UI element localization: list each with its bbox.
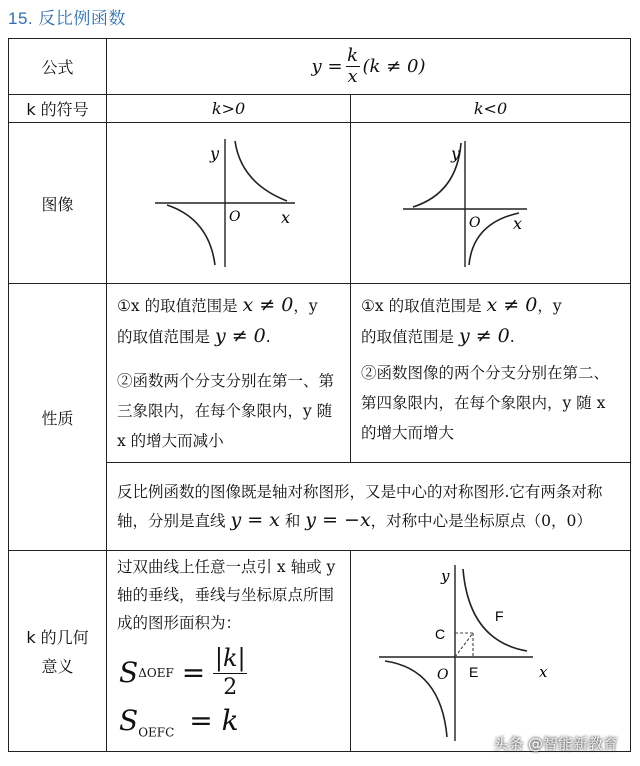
origin-label: O (229, 209, 241, 225)
y-axis-label: y (441, 567, 450, 585)
graph-label: 图像 (9, 123, 107, 284)
property-negative (351, 284, 631, 463)
symmetry-text-a: 反比例函数的图像既是轴对称图形，又是中心的对称图形.它有两条对称轴，分别是直线 (117, 483, 603, 530)
neg-quadrant-text: ②函数图像的两个分支分别在第二、第四象限内，在每个象限内，y 随 x 的增大而增大 (361, 364, 610, 442)
f1-denominator: 2 (223, 675, 238, 700)
neg-range-x-tail: ，y (537, 297, 562, 315)
geometry-label-line1: k 的几何 (26, 628, 89, 647)
graph-negative (351, 123, 631, 279)
neg-range-y-tail: . (509, 328, 515, 346)
point-f-label: F (495, 608, 504, 624)
property-row (9, 284, 631, 463)
sign-negative: k<0 (351, 95, 631, 123)
neg-range-x-text: ①x 的取值范围是 (361, 297, 482, 315)
area-formula-rectangle (107, 704, 350, 740)
neg-range-y-text: 的取值范围是 (361, 328, 455, 346)
geometry-text-cell (107, 551, 351, 752)
area-formula-triangle: S ΔOEF = |k| 2 (119, 644, 246, 700)
property-label: 性质 (9, 284, 107, 551)
symmetry-text-c: ，对称中心是坐标原点（0，0） (370, 512, 592, 530)
geometry-description: 过双曲线上任意一点引 x 轴或 y 轴的垂线，垂线与坐标原点所围成的图形面积为： (117, 558, 336, 632)
property-positive (107, 284, 351, 463)
pos-range-y-tail: . (265, 328, 271, 346)
watermark: 头条 @智能新教育 (493, 735, 618, 753)
f1-numerator: |k| (214, 644, 246, 672)
pos-quadrant-text: ②函数两个分支分别在第一、第三象限内，在每个象限内，y 随 x 的增大而减小 (117, 372, 335, 450)
formula-cell (107, 39, 631, 95)
x-axis-label: x (513, 214, 523, 233)
segment-of (455, 633, 473, 657)
symmetry-note (107, 463, 631, 551)
f2-lhs: S (119, 704, 139, 737)
point-c-label: C (435, 626, 446, 642)
graph-positive (107, 123, 351, 279)
sign-label: k 的符号 (9, 95, 107, 123)
symmetry-line-1: y = x (230, 509, 280, 531)
y-axis-label: y (210, 144, 220, 163)
pos-range-x-tail: ，y (293, 297, 318, 315)
formula-denominator: x (347, 66, 358, 87)
geometry-graph (351, 551, 631, 747)
formula-row (9, 39, 631, 95)
sign-row (9, 95, 631, 123)
geometry-label (9, 551, 107, 752)
neg-range-x-math: x ≠ 0 (486, 294, 538, 316)
geometry-row (9, 551, 631, 752)
graph-negative-cell (351, 123, 631, 284)
formula-condition: (k ≠ 0) (362, 56, 426, 77)
section-heading: 15. 反比例函数 (8, 9, 126, 28)
symmetry-text-b: 和 (284, 512, 301, 530)
symmetry-line-2: y = −x (305, 509, 371, 531)
f1-sub: ΔOEF (138, 665, 174, 680)
sign-positive: k>0 (107, 95, 351, 123)
branch-quadrant-1 (235, 141, 287, 201)
y-axis-label: y (451, 144, 461, 163)
x-axis-label: x (281, 208, 291, 227)
formula-label: 公式 (9, 39, 107, 95)
f1-lhs: S (119, 656, 139, 689)
geometry-graph-cell (351, 551, 631, 752)
inverse-proportion-table (8, 38, 631, 752)
x-axis-label: x (539, 663, 548, 681)
graph-positive-cell (107, 123, 351, 284)
f2-rhs: = k (189, 704, 239, 737)
graph-row (9, 123, 631, 284)
point-e-label: E (469, 664, 479, 680)
neg-range-y-math: y ≠ 0 (458, 325, 510, 347)
pos-range-y-text: 的取值范围是 (117, 328, 211, 346)
formula-numerator: k (347, 45, 358, 66)
origin-label: O (437, 667, 449, 683)
geometry-label-line2: 意义 (41, 657, 74, 676)
f2-sub: OEFC (138, 725, 175, 740)
branch-quadrant-3 (167, 205, 215, 265)
formula-y: y = (311, 56, 343, 77)
pos-range-y-math: y ≠ 0 (214, 325, 266, 347)
origin-label: O (469, 215, 481, 231)
pos-range-x-text: ①x 的取值范围是 (117, 297, 238, 315)
pos-range-x-math: x ≠ 0 (242, 294, 294, 316)
